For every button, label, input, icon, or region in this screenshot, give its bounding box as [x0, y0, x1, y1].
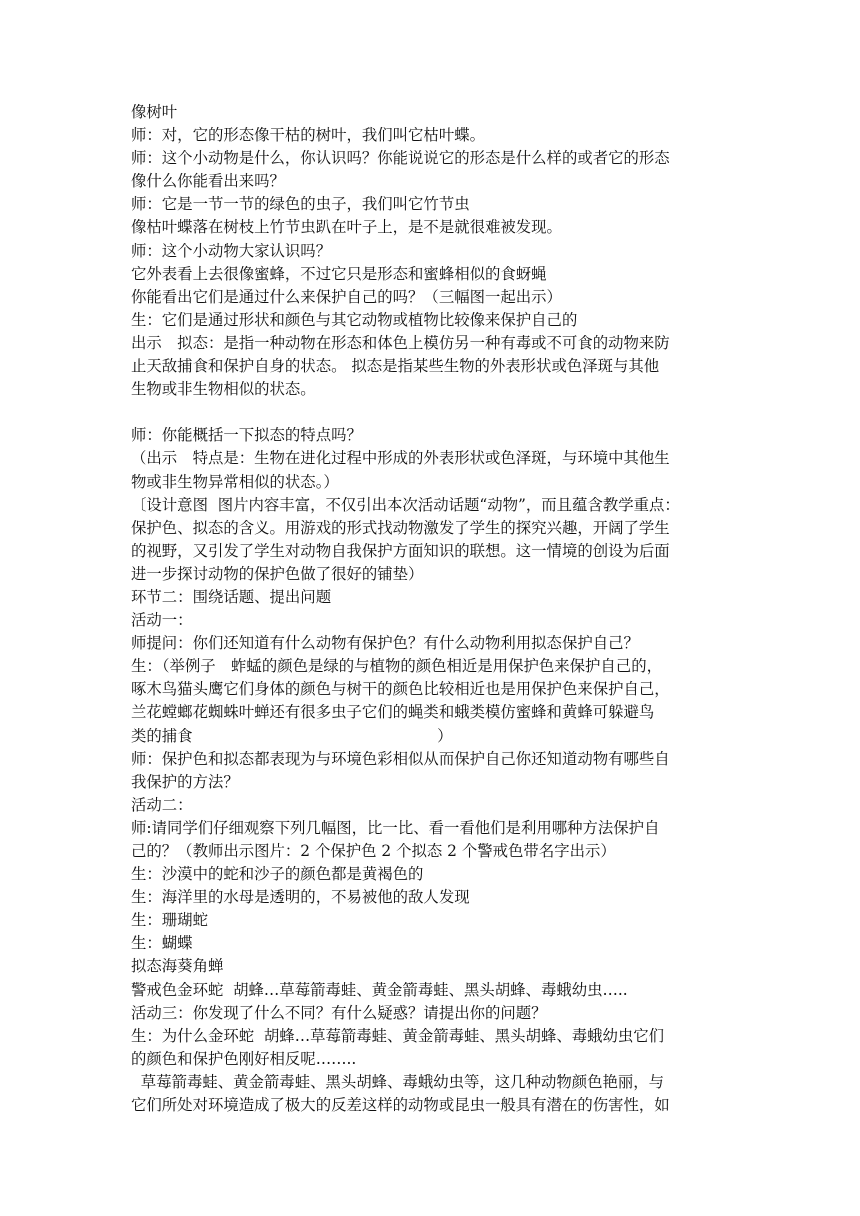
text-line: 的颜色和保护色刚好相反呢……..: [131, 1049, 357, 1068]
text-line: 像树叶: [131, 103, 178, 121]
section-heading: 环节二：围绕话题、提出问题: [131, 587, 332, 606]
text-line: 师：你能概括一下拟态的特点吗？: [131, 426, 362, 445]
text-line: 生：它们是通过形状和颜色与其它动物或植物比较像来保护自己的: [131, 310, 578, 329]
text-line: 师:请同学们仔细观察下列几幅图，比一比、看一看他们是利用哪种方法保护自: [131, 818, 660, 837]
text-line: 生：蝴蝶: [131, 934, 193, 953]
blank-line: [131, 401, 737, 424]
activity-heading: 活动一：: [131, 611, 193, 630]
text-line: 啄木鸟猫头鹰它们身体的颜色与树干的颜色比较相近也是用保护色来保护自己，: [131, 680, 670, 699]
text-line: 生：（举例子 蚱蜢的颜色是绿的与植物的颜色相近是用保护色来保护自己的，: [131, 657, 662, 676]
text-line: 像枯叶蝶落在树枝上竹节虫趴在叶子上，是不是就很难被发现。: [131, 218, 562, 237]
text-line: 止天敌捕食和保护自身的状态。 拟态是指某些生物的外表形状或色泽斑与其他: [131, 357, 660, 376]
activity-heading: 活动二：: [131, 795, 193, 814]
text-line: 生：为什么金环蛇 胡蜂…草莓箭毒蛙、黄金箭毒蛙、黑头胡蜂、毒蛾幼虫它们: [131, 1026, 665, 1045]
text-line: 物或非生物异常相似的状态。）: [131, 472, 339, 491]
text-line: 生：沙漠中的蛇和沙子的颜色都是黄褐色的: [131, 865, 424, 884]
text-line: 兰花螳螂花蜘蛛叶蝉还有很多虫子它们的蝇类和蛾类模仿蜜蜂和黄蜂可躲避鸟: [131, 703, 655, 722]
text-line: 生：海洋里的水母是透明的，不易被他的敌人发现: [131, 888, 470, 907]
text-line: 你能看出它们是通过什么来保护自己的吗？（三幅图一起出示）: [131, 287, 562, 306]
text-line: 我保护的方法？: [131, 772, 239, 791]
text-line: 〔设计意图 图片内容丰富，不仅引出本次活动话题“动物”，而且蕴含教学重点：: [131, 495, 680, 514]
text-line: 像什么你能看出来吗？: [131, 172, 285, 191]
text-line: 师：对，它的形态像干枯的树叶，我们叫它枯叶蝶。: [131, 126, 485, 145]
text-line: 类的捕食 ）: [131, 726, 453, 745]
text-line: 警戒色金环蛇 胡蜂…草莓箭毒蛙、黄金箭毒蛙、黑头胡蜂、毒蛾幼虫…..: [131, 980, 628, 999]
text-line: 它外表看上去很像蜜蜂，不过它只是形态和蜜蜂相似的食蚜蝇: [131, 264, 547, 283]
document-body: [131, 101, 737, 1117]
text-line: 师：保护色和拟态都表现为与环境色彩相似从而保护自己你还知道动物有哪些自: [131, 749, 670, 768]
text-line: 己的？（教师出示图片：2 个保护色 2 个拟态 2 个警戒色带名字出示）: [131, 842, 616, 860]
text-line: 保护色、拟态的含义。用游戏的形式找动物激发了学生的探究兴趣，开阔了学生: [131, 518, 670, 537]
text-line: 师提问：你们还知道有什么动物有保护色？有什么动物利用拟态保护自己？: [131, 634, 639, 653]
text-line: 它们所处对环境造成了极大的反差这样的动物或昆虫一般具有潜在的伤害性，如: [131, 1096, 670, 1115]
text-line: 的视野，又引发了学生对动物自我保护方面知识的联想。这一情境的创设为后面: [131, 541, 670, 560]
activity-heading: 活动三：你发现了什么不同？有什么疑惑？请提出你的问题？: [131, 1003, 547, 1022]
text-line: 生：珊瑚蛇: [131, 911, 208, 930]
text-line: 师：它是一节一节的绿色的虫子，我们叫它竹节虫: [131, 195, 470, 214]
text-line: 师：这个小动物是什么，你认识吗？你能说说它的形态是什么样的或者它的形态: [131, 149, 670, 168]
text-line: 出示 拟态：是指一种动物在形态和体色上模仿另一种有毒或不可食的动物来防: [131, 333, 670, 352]
text-line: 草莓箭毒蛙、黄金箭毒蛙、黑头胡蜂、毒蛾幼虫等，这几种动物颜色艳丽，与: [131, 1072, 665, 1091]
text-line: 拟态海葵角蝉: [131, 957, 224, 976]
text-line: 师：这个小动物大家认识吗？: [131, 241, 332, 260]
text-line: 进一步探讨动物的保护色做了很好的铺垫）: [131, 564, 424, 583]
text-line: （出示 特点是：生物在进化过程中形成的外表形状或色泽斑，与环境中其他生: [131, 449, 670, 468]
text-line: 生物或非生物相似的状态。: [131, 380, 316, 399]
